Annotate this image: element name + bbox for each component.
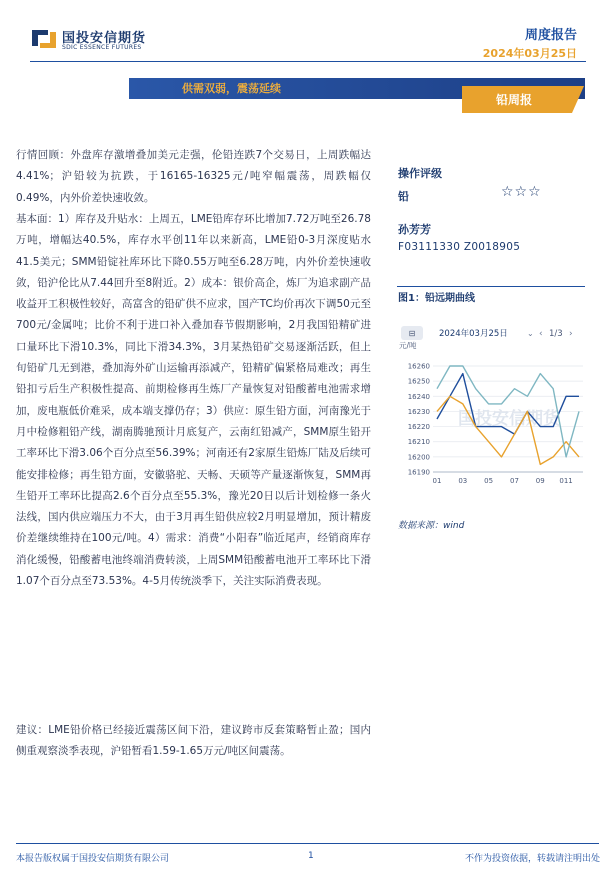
y-tick-label: 16190 bbox=[407, 468, 430, 477]
chart-date-label: 2024年03月25日 bbox=[439, 329, 508, 339]
header-divider bbox=[30, 61, 586, 62]
forward-curve-chart bbox=[397, 324, 587, 504]
y-tick-label: 16250 bbox=[407, 377, 430, 386]
chevron-down-icon: ⌄ bbox=[527, 329, 534, 338]
rating-stars: ☆☆☆ bbox=[501, 184, 542, 200]
x-tick-label: 09 bbox=[535, 477, 545, 485]
report-tag: 铅周报 bbox=[495, 93, 532, 107]
analyst-name: 孙芳芳 bbox=[398, 223, 431, 236]
x-tick-label: 03 bbox=[458, 477, 468, 485]
x-tick-label: 05 bbox=[484, 477, 494, 485]
y-tick-label: 16240 bbox=[407, 392, 430, 401]
rating-metal: 铅 bbox=[398, 190, 409, 203]
chart-date-toggle-icon: ⊟ bbox=[408, 329, 416, 338]
y-tick-label: 16200 bbox=[407, 453, 430, 462]
chart-pager-label: 1/3 bbox=[549, 329, 563, 339]
chart-watermark-logo: 国投安信期货 bbox=[458, 409, 560, 429]
chevron-right-icon: › bbox=[569, 329, 573, 339]
fundamentals-paragraph: 基本面：1）库存及升贴水：上周五，LME铅库存环比增加7.72万吨至26.78万吨，增幅达40.5%，库存水平创11年以来新高，LME铅0-3月深度贴水41.5美元；SMM铅锭社库环比下降0.55万吨至6.28万吨，内外价差快速收敛，铅沪伦比从7.44回升至8附近。2）成本：银价高企，炼厂为追求副产品收益开工积极性较好，高富含的铅矿供不应求，国产TC均价再次下调50元至700元/金属吨；比价不利于进口补入叠加春节假期影响，2月我国铅精矿进口量环比下滑10.3%，同比下滑34.3%，3月某热铅矿交易逐渐活跃，但上旬铅矿几无到港，叠加海外矿山运输再添减产，铅精矿偏紧格局难改；再生铅扣亏后生产积极性提高、前期检修再生炼厂产量恢复对铅酸蓄电池需求增加，废电瓶低价难采，成本端支撑仍存；3）供应：原生铅方面，河南豫光于月中检修粗铅产线，湖南腾驰预计月底复产，云南红铅减产，SMM原生铅开工率环比下滑3.06个百分点至56.39%；河南还有2家原生铅炼厂陆及后续可能安排检修；再生铅方面，安徽骆驼、天畅、天硕等产量逐渐恢复，SMM再生铅开工率环比提高2.6个百分点至55.3%，豫光20日以后计划检修一条火法线，国内供应端压力不大，由于3月再生铅供应较2月明显增加，预计精废价差继续维持在100元/吨。4）需求：消费“小阳春”临近尾声，经销商库存消化缓慢，铅酸蓄电池终端消费转淡，上周SMM铅酸蓄电池开工率环比下滑1.07个百分点至73.53%。4-5月传统淡季下，关注实际消费表现。 bbox=[16, 213, 371, 588]
rating-title: 操作评级 bbox=[398, 167, 442, 180]
y-tick-label: 16230 bbox=[407, 407, 430, 416]
x-tick-label: 07 bbox=[509, 477, 519, 485]
company-name-en: SDIC ESSENCE FUTURES bbox=[62, 44, 142, 51]
data-source: 数据来源：wind bbox=[398, 521, 465, 531]
y-tick-label: 16220 bbox=[407, 423, 430, 432]
y-tick-label: 16260 bbox=[407, 362, 430, 371]
chevron-left-icon: ‹ bbox=[539, 329, 543, 339]
company-name-cn: 国投安信期货 bbox=[62, 31, 147, 46]
x-tick-label: 01 bbox=[432, 477, 442, 485]
figure-title: 图1：铅远期曲线 bbox=[398, 293, 475, 304]
market-review-paragraph: 行情回顾：外盘库存激增叠加美元走强，伦铅连跌7个交易日，上周跌幅达4.41%；沪铅较为抗跌，于16165-16325元/吨窄幅震荡，周跌幅仅0.49%，内外价差快速收敛。 bbox=[16, 149, 371, 204]
footer-divider bbox=[16, 843, 599, 844]
company-logo-icon bbox=[30, 28, 58, 50]
chart-y-unit: 元/吨 bbox=[399, 341, 417, 350]
strategy-paragraph: 建议：LME铅价格已经接近震荡区间下沿，建议跨市反套策略暂止盈；国内侧重观察淡季表现，沪铅暂看1.59-1.65万元/吨区间震荡。 bbox=[16, 724, 371, 758]
y-tick-label: 16210 bbox=[407, 438, 430, 447]
report-type: 周度报告 bbox=[524, 28, 577, 43]
page-number: 1 bbox=[308, 851, 314, 861]
analyst-license: F03111330 Z0018905 bbox=[398, 241, 521, 253]
report-date: 2024年03月25日 bbox=[482, 47, 577, 60]
figure-divider bbox=[397, 286, 585, 287]
footer-copyright: 本报告版权属于国投安信期货有限公司 bbox=[16, 854, 170, 864]
footer-disclaimer: 不作为投资依据，转载请注明出处 bbox=[464, 854, 600, 864]
report-title: 供需双弱，震荡延续 bbox=[182, 82, 281, 95]
x-tick-label: 011 bbox=[559, 477, 573, 485]
